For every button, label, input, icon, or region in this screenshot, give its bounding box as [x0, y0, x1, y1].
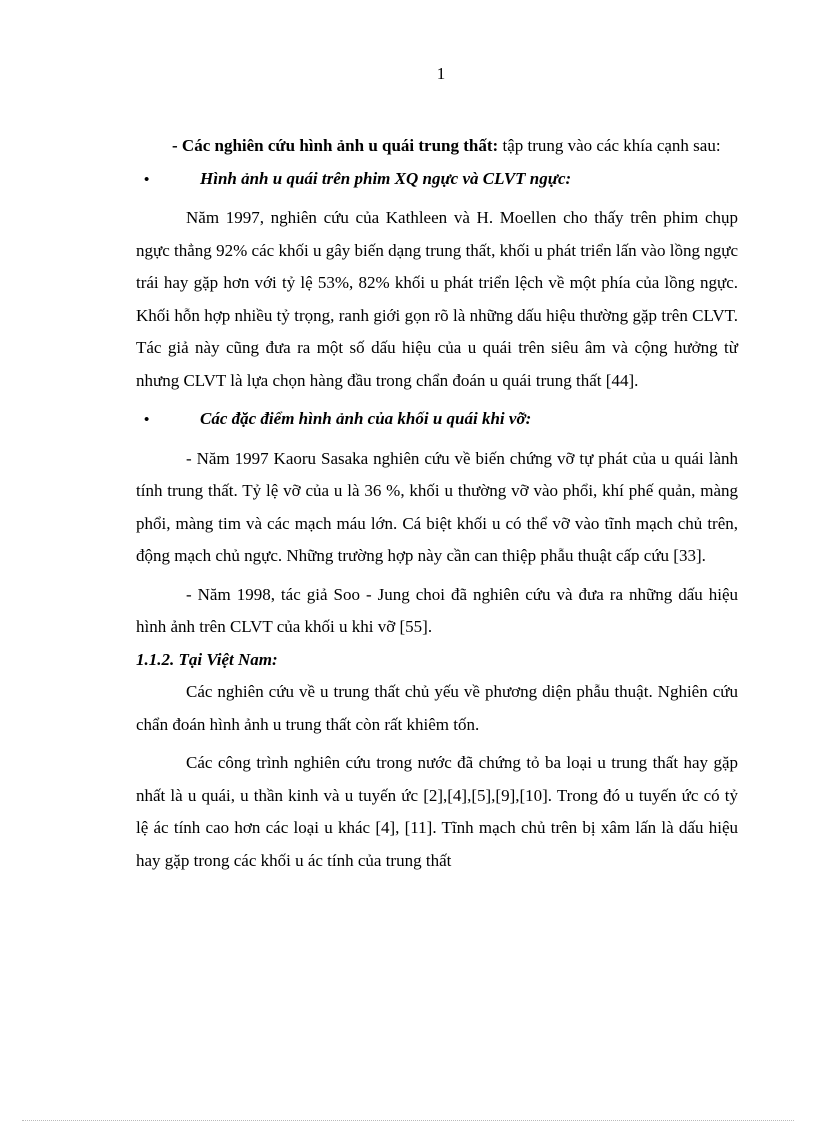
intro-paragraph — [136, 130, 738, 163]
bullet-text: Hình ảnh u quái trên phim XQ ngực và CLVT ngực: — [200, 168, 572, 188]
paragraph-sasaka: - Năm 1997 Kaoru Sasaka nghiên cứu về biến chứng vỡ tự phát của u quái lành tính trung thất. Tỷ lệ vỡ của u là 36 %, khối u thường vỡ vào phổi, khí phế quản, màng phổi, màng tim và các mạch máu lớn. Cá biệt khối u có thể vỡ vào tĩnh mạch chủ trên, động mạch chủ ngực. Những trường hợp này cần can thiệp phẫu thuật cấp cứu [33]. — [136, 448, 738, 565]
paragraph-surgery: Các nghiên cứu về u trung thất chủ yếu về phương diện phẫu thuật. Nghiên cứu chẩn đoán hình ảnh u trung thất còn rất khiêm tốn. — [136, 682, 738, 734]
paragraph-kathleen: Năm 1997, nghiên cứu của Kathleen và H. Moellen cho thấy trên phim chụp ngực thẳng 92% các khối u gây biến dạng trung thất, khối u phát triển lấn vào lồng ngực trái hay gặp hơn với tỷ lệ 53%, 82% khối u phát triển lệch về một phía của lồng ngực. Khối hỗn hợp nhiều tỷ trọng, ranh giới gọn rõ là những dấu hiệu thường gặp trên CLVT. Tác giả này cũng đưa ra một số dấu hiệu của u quái trên siêu âm và cộng hưởng từ nhưng CLVT là lựa chọn hàng đầu trong chẩn đoán u quái trung thất [44]. — [136, 208, 738, 390]
section-heading: 1.1.2. Tại Việt Nam: — [136, 649, 278, 669]
intro-lead: - Các nghiên cứu hình ảnh u quái trung thất: — [172, 136, 499, 155]
bullet-icon: • — [144, 171, 150, 188]
page-bottom-border — [22, 1120, 794, 1121]
page-number: 1 — [436, 64, 446, 83]
intro-rest: tập trung vào các khía cạnh sau: — [498, 136, 721, 155]
document-body — [136, 130, 738, 877]
paragraph-soo-jung: - Năm 1998, tác giả Soo - Jung choi đã nghiên cứu và đưa ra những dấu hiệu hình ảnh trên CLVT của khối u khi vỡ [55]. — [136, 584, 738, 636]
bullet-text: Các đặc điểm hình ảnh của khối u quái khi vỡ: — [200, 409, 532, 428]
bullet-item-xray-ct — [136, 163, 738, 197]
bullet-item-rupture — [136, 403, 738, 437]
paragraph-domestic-studies: Các công trình nghiên cứu trong nước đã chứng tỏ ba loại u trung thất hay gặp nhất là u quái, u thần kinh và u tuyến ức [2],[4],[5],[9],[10]. Trong đó u tuyến ức có tỷ lệ ác tính cao hơn các loại u khác [4], [11]. Tĩnh mạch chủ trên bị xâm lấn là dấu hiệu hay gặp trong các khối u ác tính của trung thất — [136, 753, 738, 870]
bullet-icon: • — [144, 412, 150, 428]
